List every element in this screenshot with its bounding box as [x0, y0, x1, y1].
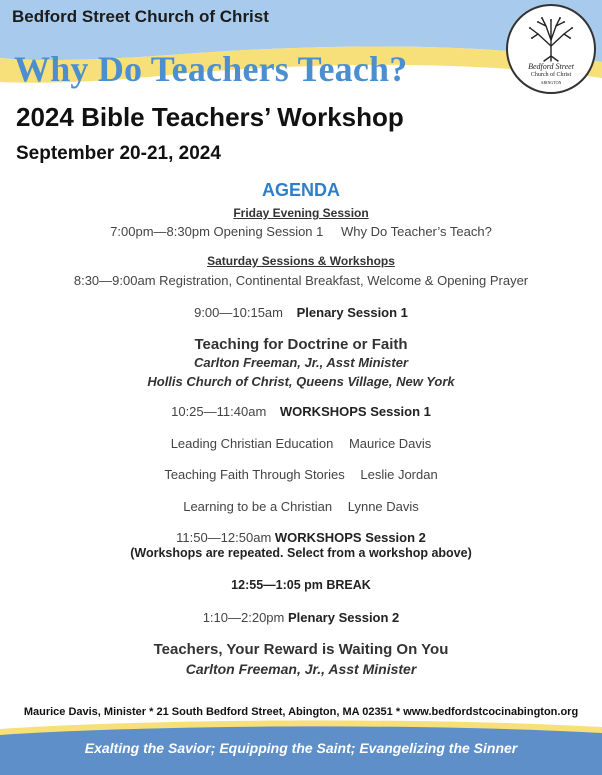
footer-motto: Exalting the Savior; Equipping the Saint; Evangelizing the Sinner: [84, 740, 518, 756]
plenary2-talk-title: Teachers, Your Reward is Waiting On You: [153, 641, 449, 658]
workshops1-row: [0, 404, 602, 419]
workshops2-time: 11:50—12:50am: [176, 530, 272, 545]
break-row: 12:55—1:05 pm BREAK: [231, 578, 371, 592]
workshops1-label: WORKSHOPS Session 1: [279, 404, 431, 419]
plenary1-speaker: Carlton Freeman, Jr., Asst Minister: [193, 355, 409, 370]
plenary1-talk-title: Teaching for Doctrine or Faith: [194, 336, 408, 353]
registration-row: 8:30—9:00am Registration, Continental Breakfast, Welcome & Opening Prayer: [73, 273, 529, 288]
workshop-item: [0, 499, 602, 514]
workshop-title: Leading Christian Education: [170, 436, 334, 451]
logo-line-3: ABINGTON: [540, 80, 562, 85]
workshop-title: 2024 Bible Teachers’ Workshop: [16, 102, 404, 132]
plenary1-time: 9:00—10:15am: [194, 305, 283, 320]
plenary2-speaker: Carlton Freeman, Jr., Asst Minister: [185, 661, 417, 677]
friday-time: 7:00pm—8:30pm: [110, 224, 210, 239]
workshop-title: Learning to be a Christian: [183, 499, 333, 514]
main-title: Why Do Teachers Teach?: [14, 49, 408, 89]
workshops2-note: (Workshops are repeated. Select from a workshop above): [130, 546, 472, 560]
friday-session-row: [0, 224, 602, 239]
workshops2-row: [0, 530, 602, 545]
friday-session: Opening Session 1: [213, 224, 324, 239]
plenary1-label: Plenary Session 1: [296, 305, 408, 320]
church-name: Bedford Street Church of Christ: [12, 7, 269, 26]
workshops2-label: WORKSHOPS Session 2: [274, 530, 426, 545]
church-logo: [506, 4, 596, 94]
plenary2-time: 1:10—2:20pm: [202, 610, 285, 625]
workshop-item: [0, 436, 602, 451]
workshop-item: [0, 467, 602, 482]
agenda-heading: AGENDA: [261, 180, 340, 200]
saturday-heading: Saturday Sessions & Workshops: [207, 254, 395, 268]
friday-topic: Why Do Teacher’s Teach?: [341, 224, 492, 239]
plenary1-row: [0, 305, 602, 320]
plenary2-row: [0, 610, 602, 625]
plenary1-church: Hollis Church of Christ, Queens Village, New York: [147, 374, 455, 389]
workshop-title: Teaching Faith Through Stories: [164, 467, 345, 482]
workshops1-time: 10:25—11:40am: [171, 404, 267, 419]
workshop-leader: Lynne Davis: [347, 499, 419, 514]
logo-line-1: Bedford Street: [528, 62, 574, 71]
footer-contact: Maurice Davis, Minister * 21 South Bedford Street, Abington, MA 02351 * www.bedfordstcocinabington.org: [23, 706, 579, 718]
event-date: September 20-21, 2024: [16, 143, 221, 164]
plenary2-label: Plenary Session 2: [288, 610, 400, 625]
workshop-leader: Maurice Davis: [348, 436, 432, 451]
friday-heading: Friday Evening Session: [233, 206, 369, 220]
workshop-leader: Leslie Jordan: [360, 467, 438, 482]
logo-line-2: Church of Christ: [530, 72, 572, 78]
